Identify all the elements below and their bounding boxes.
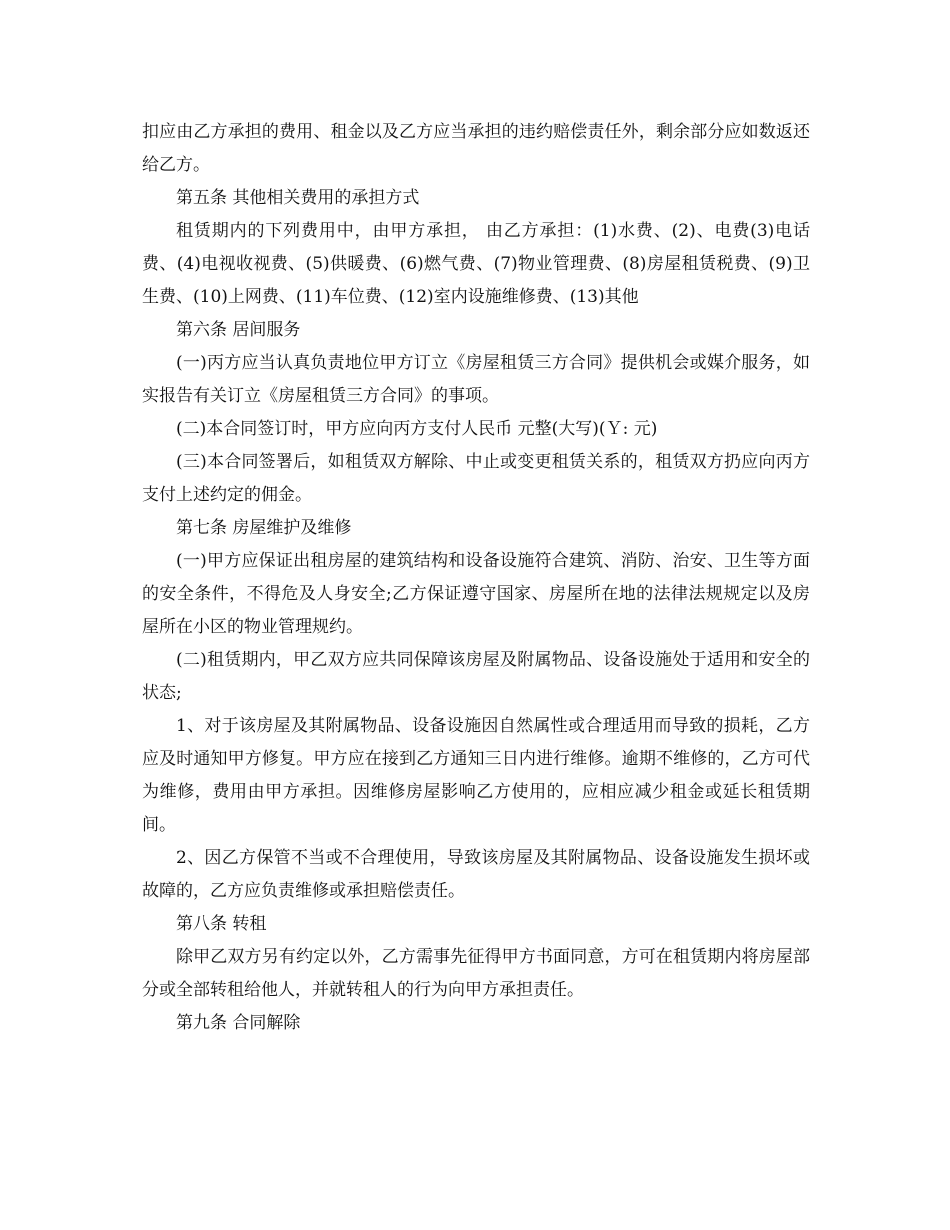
paragraph-7-2-2: 2、因乙方保管不当或不合理使用，导致该房屋及其附属物品、设备设施发生损坏或故障的，乙方应负责维修或承担赔偿责任。	[142, 848, 810, 901]
paragraph-1: 扣应由乙方承担的费用、租金以及乙方应当承担的违约赔偿责任外，剩余部分应如数返还给乙方。	[142, 122, 810, 175]
article-8-heading: 第八条 转租	[176, 914, 267, 934]
paragraph-7-2-1: 1、对于该房屋及其附属物品、设备设施因自然属性或合理适用而导致的损耗，乙方应及时通知甲方修复。甲方应在接到乙方通知三日内进行维修。逾期不维修的，乙方可代为维修，费用由甲方承担。因维修房屋影响乙方使用的，应相应减少租金或延长租赁期间。	[142, 716, 810, 835]
paragraph-6-1: (一)丙方应当认真负责地位甲方订立《房屋租赁三方合同》提供机会或媒介服务，如实报告有关订立《房屋租赁三方合同》的事项。	[142, 353, 810, 406]
article-5-heading: 第五条 其他相关费用的承担方式	[176, 188, 420, 208]
paragraph-7-2: (二)租赁期内，甲乙双方应共同保障该房屋及附属物品、设备设施处于适用和安全的状态;	[142, 650, 810, 703]
document-body	[142, 116, 810, 1040]
article-9-heading: 第九条 合同解除	[176, 1013, 301, 1033]
paragraph-7-1: (一)甲方应保证出租房屋的建筑结构和设备设施符合建筑、消防、治安、卫生等方面的安全条件，不得危及人身安全;乙方保证遵守国家、房屋所在地的法律法规规定以及房屋所在小区的物业管理规约。	[142, 551, 810, 637]
paragraph-8: 除甲乙双方另有约定以外，乙方需事先征得甲方书面同意，方可在租赁期内将房屋部分或全部转租给他人，并就转租人的行为向甲方承担责任。	[142, 947, 810, 1000]
article-6-heading: 第六条 居间服务	[176, 320, 301, 340]
paragraph-fees: 租赁期内的下列费用中，由甲方承担， 由乙方承担：(1)水费、(2)、电费(3)电话费、(4)电视收视费、(5)供暖费、(6)燃气费、(7)物业管理费、(8)房屋租赁税费、(9)卫生费、(10)上网费、(11)车位费、(12)室内设施维修费、(13)其他	[142, 221, 810, 307]
paragraph-6-2: (二)本合同签订时，甲方应向丙方支付人民币 元整(大写)(Ｙ: 元)	[176, 419, 658, 439]
article-7-heading: 第七条 房屋维护及维修	[176, 518, 352, 538]
paragraph-6-3: (三)本合同签署后，如租赁双方解除、中止或变更租赁关系的，租赁双方扔应向丙方支付上述约定的佣金。	[142, 452, 810, 505]
